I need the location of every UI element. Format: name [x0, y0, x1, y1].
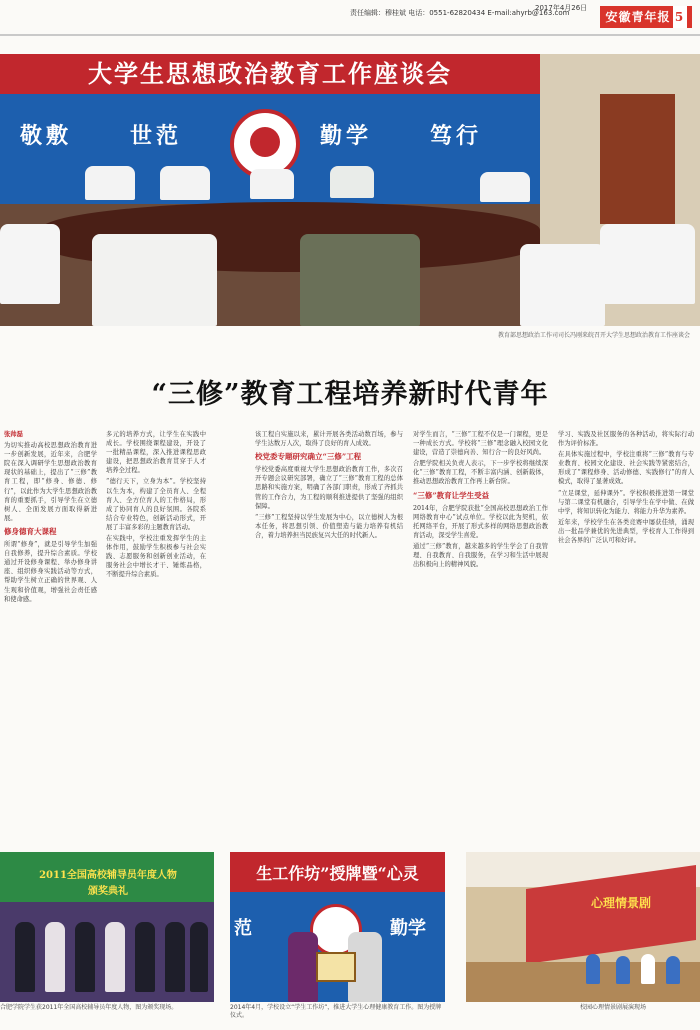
person: [300, 234, 420, 326]
paragraph: 近年来，学校学生在各类竞赛中屡获佳绩，涌现出一批品学兼优的先进典型，学校育人工作得到社会各界的广泛认可和好评。: [558, 518, 694, 545]
slogan-1: 敬敷: [20, 123, 73, 149]
person: [600, 224, 695, 304]
paragraph: 为切实推动高校思想政治教育进一步创新发展，近年来，合肥学院在深入调研学生思想政治教育现状的基础上，提出了“三修”教育工程，即“修身、修德、修行”，以此作为大学生思想政治教育的重要抓手，引导学生在立德树人、全面发展方面取得新进展。: [4, 442, 97, 522]
editor-contact: 责任编辑：穆桂斌 电话：0551-62820434 E-mail:ahyrb@163.com: [350, 9, 570, 17]
stage-floor: [466, 962, 700, 1002]
workshop-slogan-right: 勤学: [390, 918, 426, 939]
person: [135, 922, 155, 992]
award-banner: 2011全国高校辅导员年度人物: [39, 870, 177, 881]
person: [75, 922, 95, 992]
bottom-caption-1: 合肥学院学生获2011年全国高校辅导员年度人物，图为颁奖现场。: [0, 1004, 178, 1011]
subheading: 修身德育大课程: [4, 526, 57, 536]
slogan-2: 世范: [130, 123, 183, 149]
person: [105, 922, 125, 992]
paragraph: “德行天下，立身为本”。学校坚持以生为本，构建了全员育人、全程育人、全方位育人的工作格局，形成了协同育人的良好氛围。各院系结合专业特色，创新活动形式，开展了丰富多彩的主题教育活动。: [106, 478, 206, 531]
workshop-slogan-left: 范: [234, 918, 252, 939]
paragraph: 学校党委高度重视大学生思想政治教育工作，多次召开专题会议研究部署，确立了“三修”教育工程的总体思路和实施方案，明确了各部门职责，形成了齐抓共管的工作合力，为工程的顺利推进提供了坚强的组织保障。: [255, 466, 403, 510]
paragraph: 通过“三修”教育，越来越多的学生学会了自我管理、自我教育、自我服务，在学习和生活中展现出积极向上的精神风貌。: [413, 543, 548, 569]
subheading: “三修”教育让学生受益: [413, 490, 490, 500]
person: [15, 922, 35, 992]
masthead-title: 安徽青年报: [605, 10, 671, 24]
paragraph: 学习、实践及社区服务的各种活动，将实际行动作为评价标准。: [558, 431, 694, 448]
paragraph: 在具体实施过程中，学校注重将“三修”教育与专业教育、校园文化建设、社会实践等紧密结合，形成了“课程修身、活动修德、实践修行”的育人模式，取得了显著成效。: [558, 451, 694, 486]
paragraph: “立足课堂，延伸课外”。学校积极推进第一课堂与第二课堂有机融合，引导学生在学中做、在做中学，将知识转化为能力、将能力升华为素养。: [558, 489, 694, 515]
person: [45, 922, 65, 992]
person: [190, 922, 208, 992]
issue-date: 2017年4月26日: [535, 4, 588, 12]
person: [330, 166, 374, 198]
article-column-2: [106, 430, 206, 845]
person: [586, 954, 600, 984]
bottom-caption-3: 校园心理情景剧展演现场: [580, 1004, 647, 1011]
article-body: [0, 430, 700, 845]
bottom-photo-stage: [466, 852, 700, 1002]
stage-banner: 心理情景剧: [590, 896, 651, 910]
person: [666, 956, 680, 984]
paragraph: 该工程自实施以来，累计开展各类活动数百场，参与学生达数万人次，取得了良好的育人成效。: [255, 431, 403, 448]
person: [250, 169, 294, 199]
article-column-1: [4, 430, 97, 845]
article-column-3: [255, 430, 403, 845]
top-photo-caption: 教育部思想政治工作司司长冯刚来皖召开大学生思想政治教育工作座谈会: [497, 332, 690, 339]
bottom-caption-2: 2014年4月，学校设立“学生工作坊”，推进大学生心理健康教育工作。图为授牌仪式。: [230, 1004, 442, 1019]
top-photo: [0, 54, 700, 326]
banner-title: 大学生思想政治教育工作座谈会: [88, 59, 452, 88]
article-column-5: [558, 430, 694, 845]
person: [288, 932, 318, 1002]
person: [92, 234, 217, 326]
paragraph: 合肥学院相关负责人表示，下一步学校将继续深化“三修”教育工程，不断丰富内涵、创新载体，推动思想政治教育工作再上新台阶。: [413, 460, 548, 486]
subheading: 校党委专题研究确立“三修”工程: [255, 452, 362, 462]
plaque: [316, 952, 356, 982]
paragraph: 所谓“修身”，就是引导学生加强自我修养，提升综合素质。学校通过开设修身课程、举办修身讲座、组织修身实践活动等方式，帮助学生树立正确的世界观、人生观和价值观，增强社会责任感和使命感。: [4, 541, 97, 603]
page-number: 5: [673, 6, 687, 28]
door: [600, 94, 675, 224]
person: [616, 956, 630, 984]
page-header: [0, 0, 700, 36]
paragraph: 在实践中，学校注重发挥学生的主体作用，鼓励学生积极参与社会实践、志愿服务和创新创业活动，在服务社会中增长才干、锤炼品格，不断提升综合素质。: [106, 535, 206, 579]
person: [480, 172, 530, 202]
paragraph: 2014年，合肥学院获批“全国高校思想政治工作网络教育中心”试点单位。学校以此为契机，依托网络平台，开展了形式多样的网络思想政治教育活动，深受学生喜爱。: [413, 504, 548, 539]
award-subtitle: 颁奖典礼: [88, 886, 128, 897]
author-name: 张帅磊: [4, 431, 23, 438]
bottom-photo-workshop: [230, 852, 445, 1002]
person: [641, 954, 655, 984]
person: [520, 244, 605, 326]
workshop-banner: 生工作坊”授牌暨“心灵: [256, 864, 419, 883]
person: [165, 922, 185, 992]
newspaper-masthead: [600, 6, 692, 28]
paragraph: 对学生而言，“三修”工程不仅是一门课程，更是一种成长方式。学校将“三修”理念融入校园文化建设，营造了崇德向善、知行合一的良好风尚。: [413, 431, 548, 457]
headline: “三修”教育工程培养新时代青年: [151, 379, 549, 410]
person: [160, 166, 210, 200]
slogan-3: 勤学: [320, 123, 373, 149]
slogan-4: 笃行: [430, 123, 483, 149]
paragraph: 多元的培养方式，让学生在实践中成长。学校围绕课程建设，开设了一批精品课程，深入推进课程思政建设，把思想政治教育贯穿于人才培养全过程。: [106, 431, 206, 475]
person: [0, 224, 60, 304]
article-column-4: [413, 430, 548, 845]
person: [85, 166, 135, 200]
paragraph: “三修”工程坚持以学生发展为中心，以立德树人为根本任务，将思想引领、价值塑造与能力培养有机结合，着力培养担当民族复兴大任的时代新人。: [255, 513, 403, 539]
bottom-photo-award: [0, 852, 214, 1002]
